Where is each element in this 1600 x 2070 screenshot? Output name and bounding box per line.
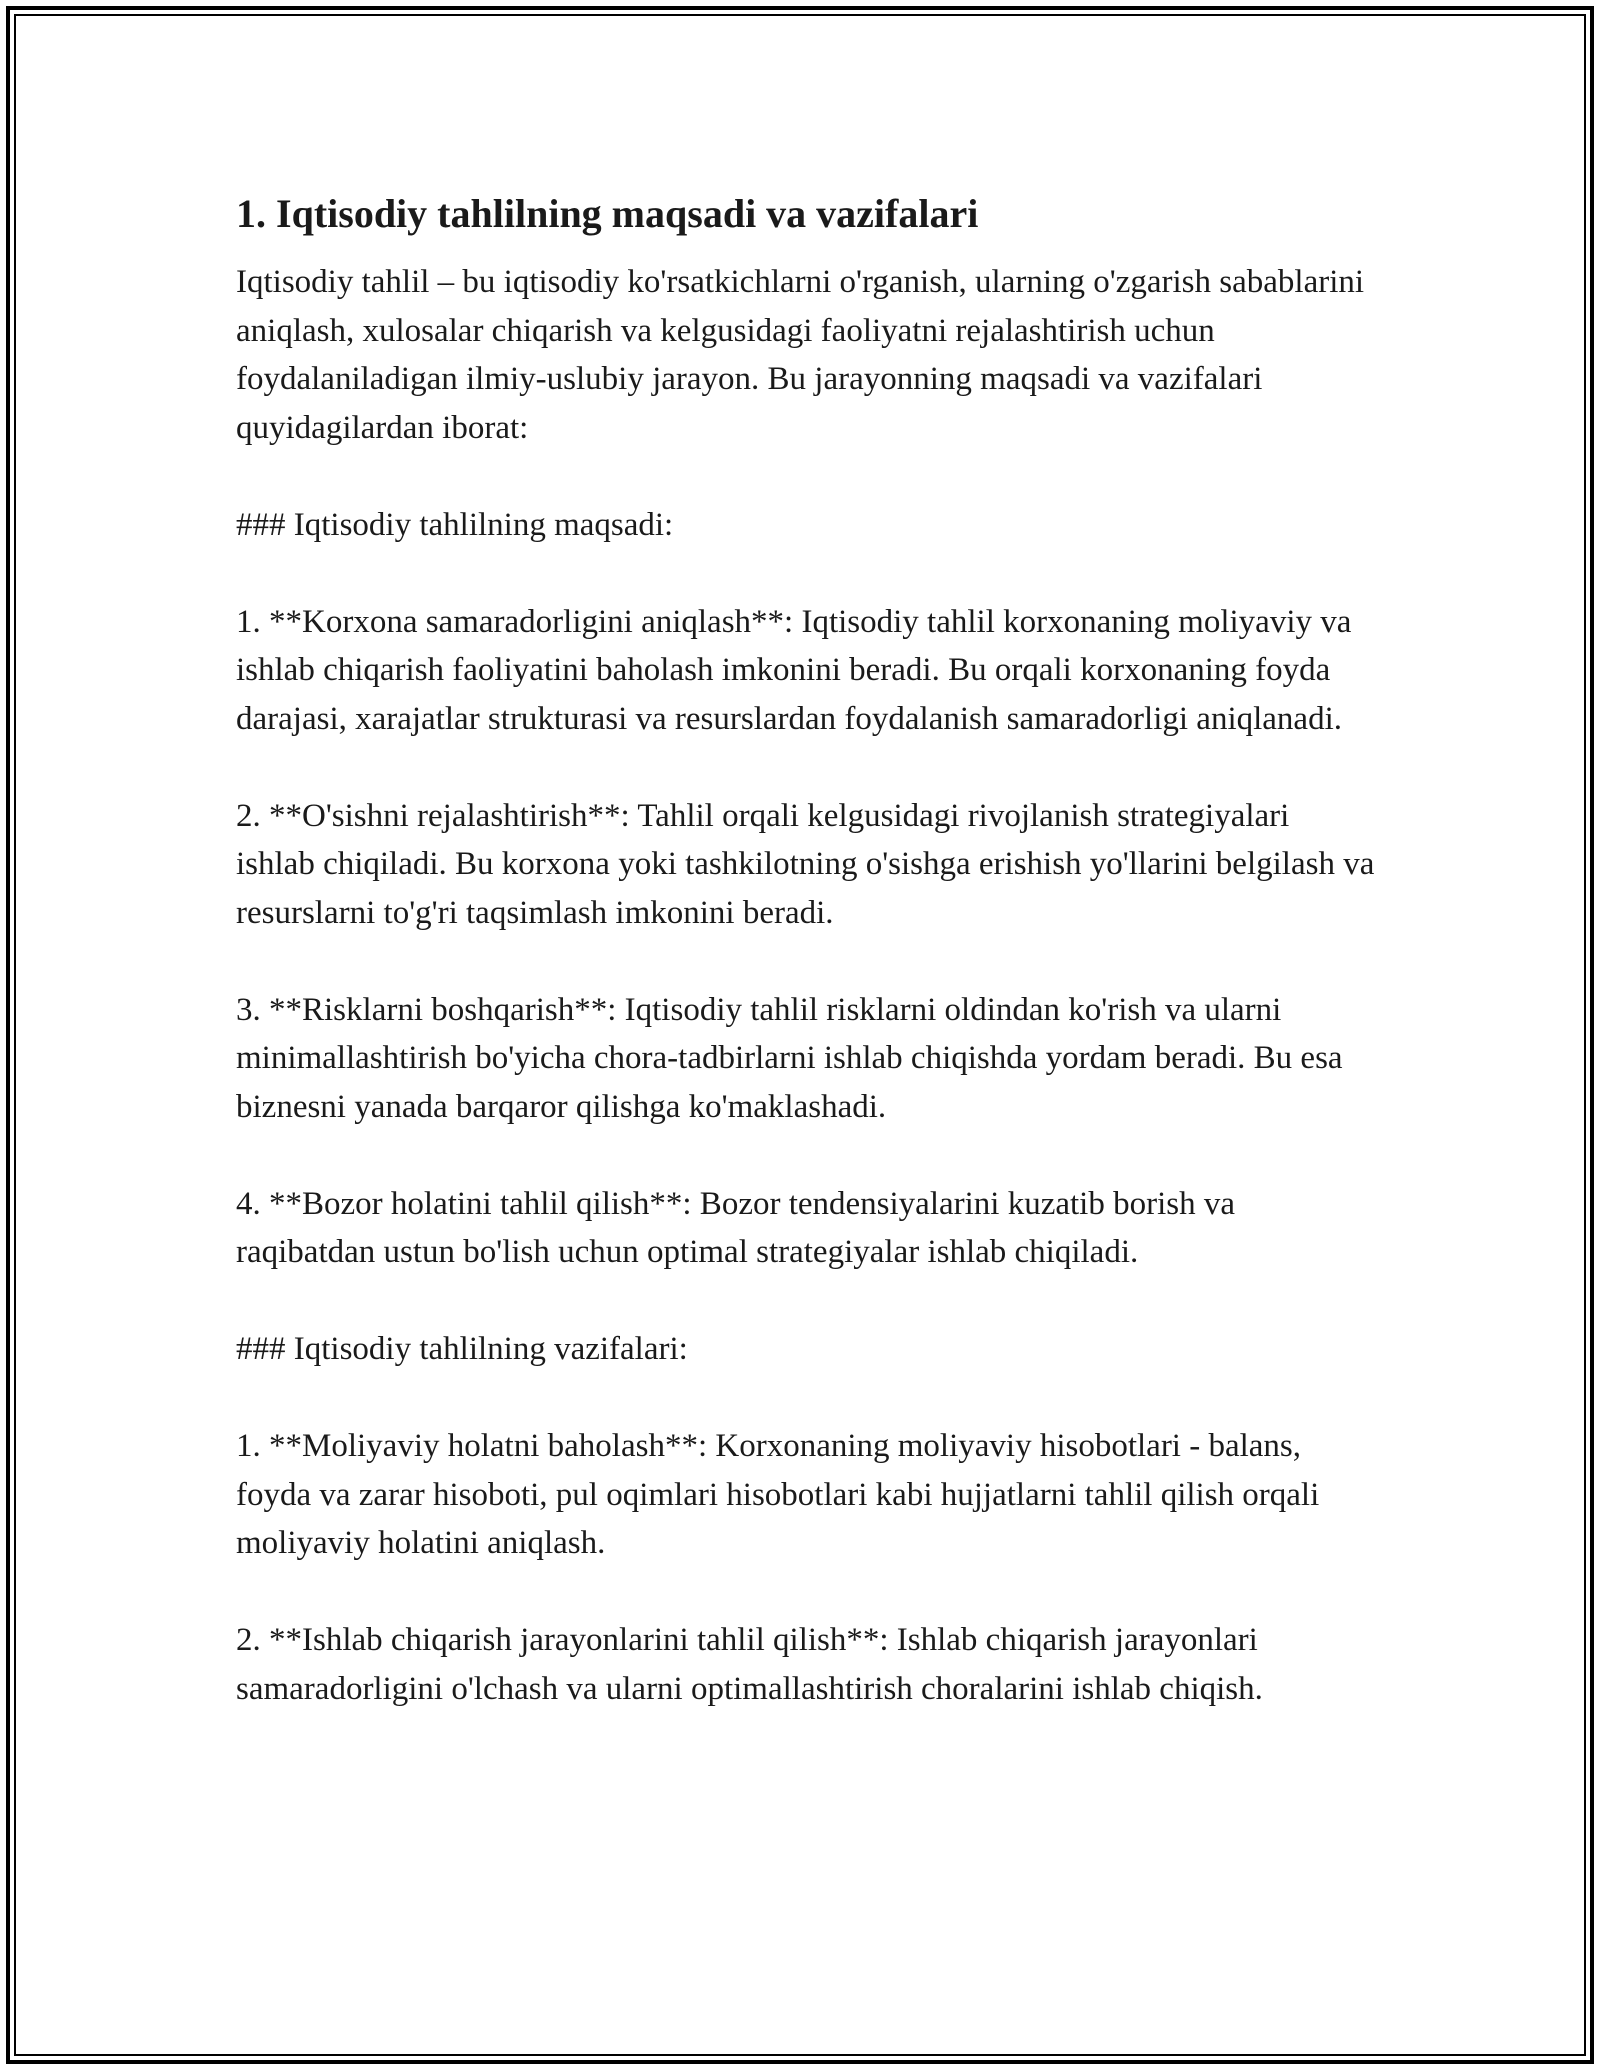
tasks-heading: ### Iqtisodiy tahlilning vazifalari:	[236, 1331, 688, 1367]
document-body	[236, 186, 1376, 1762]
intro-paragraph: Iqtisodiy tahlil – bu iqtisodiy ko'rsatkichlarni o'rganish, ularning o'zgarish sabablarini aniqlash, xulosalar chiqarish va kelgusidagi faoliyatni rejalashtirish uchun foydalaniladigan ilmiy-uslubiy jarayon. Bu jarayonning maqsadi va vazifalari quyidagilardan iborat:	[236, 264, 1365, 446]
goal-item-1: 1. **Korxona samaradorligini aniqlash**: Iqtisodiy tahlil korxonaning moliyaviy va ishlab chiqarish faoliyatini baholash imkonini beradi. Bu orqali korxonaning foyda darajasi, xarajatlar strukturasi va resurslardan foydalanish samaradorligi aniqlanadi.	[236, 603, 1352, 737]
document-title: 1. Iqtisodiy tahlilning maqsadi va vazifalari	[236, 191, 979, 236]
task-item-2: 2. **Ishlab chiqarish jarayonlarini tahlil qilish**: Ishlab chiqarish jarayonlari samaradorligini o'lchash va ularni optimallashtirish choralarini ishlab chiqish.	[236, 1622, 1263, 1707]
goal-item-2: 2. **O'sishni rejalashtirish**: Tahlil orqali kelgusidagi rivojlanish strategiyalari ishlab chiqiladi. Bu korxona yoki tashkilotning o'sishga erishish yo'llarini belgilash va resurslarni to'g'ri taqsimlash imkonini beradi.	[236, 797, 1375, 931]
goal-item-4: 4. **Bozor holatini tahlil qilish**: Bozor tendensiyalarini kuzatib borish va raqibatdan ustun bo'lish uchun optimal strategiyalar ishlab chiqiladi.	[236, 1185, 1235, 1270]
goals-heading: ### Iqtisodiy tahlilning maqsadi:	[236, 506, 674, 543]
goal-item-3: 3. **Risklarni boshqarish**: Iqtisodiy tahlil risklarni oldindan ko'rish va ularni minimallashtirish bo'yicha chora-tadbirlarni ishlab chiqishda yordam beradi. Bu esa biznesni yanada barqaror qilishga ko'maklashadi.	[236, 991, 1343, 1125]
task-item-1: 1. **Moliyaviy holatni baholash**: Korxonaning moliyaviy hisobotlari - balans, foyda va zarar hisoboti, pul oqimlari hisobotlari kabi hujjatlarni tahlil qilish orqali moliyaviy holatini aniqlash.	[236, 1428, 1320, 1561]
